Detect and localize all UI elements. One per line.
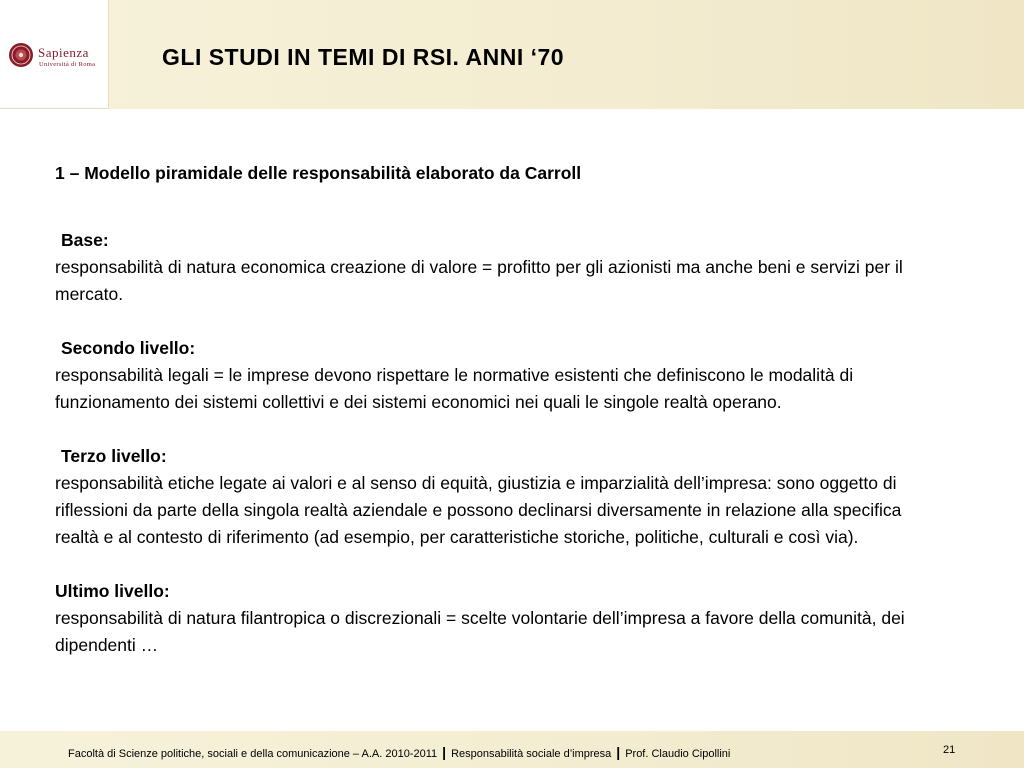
footer-faculty: Facoltà di Scienze politiche, sociali e della comunicazione – A.A. 2010-2011 [68,748,438,760]
footer-text [68,744,730,760]
section-secondo-livello [55,335,915,416]
logo-name: Sapienza [38,45,89,60]
section-text: responsabilità etiche legate ai valori e al senso di equità, giustizia e imparzialità dell’impresa: sono oggetto di riflessioni da parte della singola realtà aziendale e possono declinarsi diversamente in relazione alla specifica realtà e al contesto di riferimento (ad esempio, per caratteristiche storiche, politiche, culturali e così via). [55,473,902,547]
logo-subtitle: Università di Roma [39,61,96,68]
slide-title: GLI STUDI IN TEMI DI RSI. ANNI ‘70 [162,44,565,70]
footer-course: Responsabilità sociale d’impresa [451,748,612,760]
footer-separator: | [616,744,621,760]
section-terzo-livello [55,443,915,551]
slide-footer [0,731,1024,768]
section-ultimo-livello [55,578,915,659]
slide-header [0,0,1024,109]
section-text: responsabilità di natura economica creazione di valore = profitto per gli azionisti ma anche beni e servizi per il mercato. [55,257,903,304]
section-heading: Ultimo livello: [55,581,170,601]
section-base [55,227,915,308]
sapienza-logo [0,0,109,109]
footer-separator: | [442,744,447,760]
slide-content [55,160,915,659]
section-heading: Terzo livello: [61,446,167,466]
section-heading: Secondo livello: [61,338,196,358]
footer-professor: Prof. Claudio Cipollini [625,748,731,760]
section-text: responsabilità di natura filantropica o discrezionali = scelte volontarie dell’impresa a favore della comunità, dei dipendenti … [55,608,905,655]
sapienza-seal-icon [8,42,34,68]
page-number: 21 [943,744,956,756]
content-subtitle: 1 – Modello piramidale delle responsabilità elaborato da Carroll [55,163,582,183]
section-text: responsabilità legali = le imprese devono rispettare le normative esistenti che definiscono le modalità di funzionamento dei sistemi collettivi e dei sistemi economici nei quali le singole realtà operano. [55,365,854,412]
section-heading: Base: [61,230,109,250]
